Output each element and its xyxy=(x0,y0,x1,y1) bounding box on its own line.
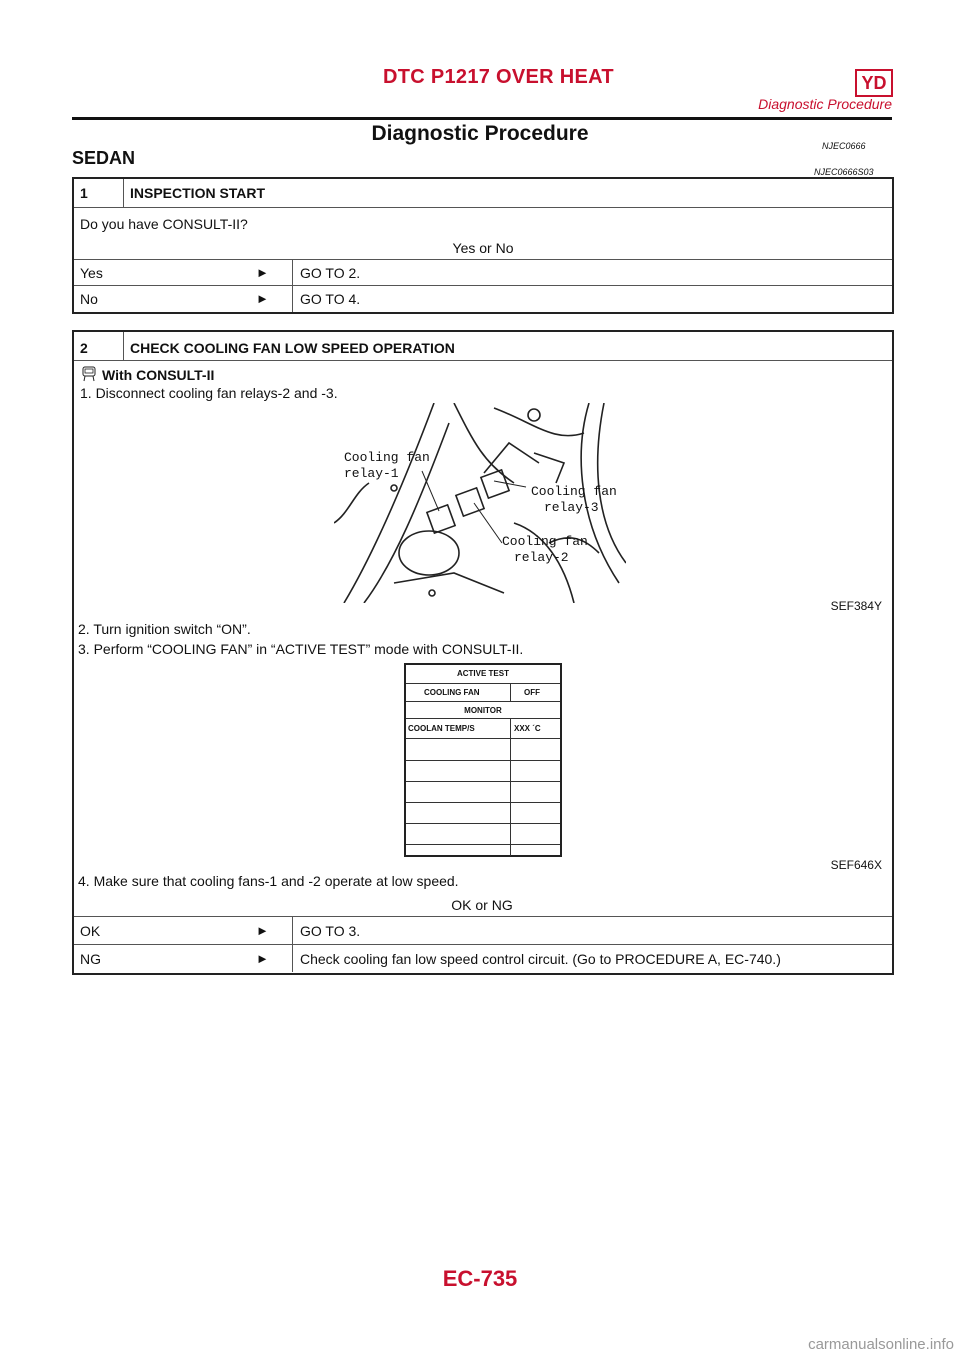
step-2-number: 2 xyxy=(80,340,88,356)
instruction-2: 2. Turn ignition switch “ON”. xyxy=(78,621,251,637)
active-test-title: ACTIVE TEST xyxy=(456,669,509,678)
instruction-4: 4. Make sure that cooling fans-1 and -2 operate at low speed. xyxy=(78,873,459,889)
relay-2-label-line1: Cooling fan xyxy=(502,534,588,549)
step-2-result-ng xyxy=(74,944,892,972)
relay-3-label-line1: Cooling fan xyxy=(531,484,617,499)
cell-divider xyxy=(510,684,511,702)
step-1-divider xyxy=(123,179,124,207)
result-action: GO TO 4. xyxy=(300,291,361,307)
sensor-label: COOLAN TEMP/S xyxy=(408,724,475,733)
engine-badge: YD xyxy=(855,69,893,97)
section-code: NJEC0666 xyxy=(822,141,866,151)
instruction-1: 1. Disconnect cooling fan relays-2 and -3. xyxy=(80,385,338,401)
step-2-result-ok xyxy=(74,916,892,945)
consult-icon xyxy=(80,366,98,385)
header-subtitle: Diagnostic Procedure xyxy=(758,96,892,112)
active-test-item: COOLING FAN xyxy=(424,688,480,697)
active-test-item-row xyxy=(406,683,560,702)
instruction-3: 3. Perform “COOLING FAN” in “ACTIVE TEST” mode with CONSULT-II. xyxy=(78,641,524,657)
step-1-question: Do you have CONSULT-II? xyxy=(80,216,248,232)
cooling-fan-relay-figure xyxy=(334,403,626,603)
step-1-box xyxy=(72,177,894,314)
header-title: DTC P1217 OVER HEAT xyxy=(383,66,614,88)
step-1-title: INSPECTION START xyxy=(130,185,266,201)
subsection-code: NJEC0666S03 xyxy=(814,167,874,177)
subsection-title: SEDAN xyxy=(72,148,136,168)
sensor-value: XXX ´C xyxy=(514,724,541,733)
relay-1-label-line2: relay-1 xyxy=(344,466,399,481)
with-consult-label: With CONSULT-II xyxy=(102,367,215,383)
figure-2-caption: SEF646X xyxy=(830,858,882,872)
arrow-icon: ► xyxy=(256,923,269,938)
header-rule xyxy=(72,117,892,120)
step-2-title: CHECK COOLING FAN LOW SPEED OPERATION xyxy=(130,340,455,356)
relay-3-label-line2: relay-3 xyxy=(544,500,599,515)
figure-1-caption: SEF384Y xyxy=(830,599,882,613)
step-1-question-row xyxy=(74,207,892,262)
active-test-screen xyxy=(404,663,562,857)
arrow-icon: ► xyxy=(256,291,269,306)
sensor-row xyxy=(406,718,560,739)
step-1-number: 1 xyxy=(80,185,88,201)
result-action: Check cooling fan low speed control circuit. (Go to PROCEDURE A, EC-740.) xyxy=(300,951,781,967)
result-divider xyxy=(292,286,293,312)
active-test-item-value: OFF xyxy=(524,688,540,697)
result-label: OK xyxy=(80,923,101,939)
monitor-label: MONITOR xyxy=(464,706,502,715)
result-label: No xyxy=(80,291,98,307)
result-action: GO TO 3. xyxy=(300,923,361,939)
step-2-options-label: OK or NG xyxy=(451,897,513,913)
section-title: Diagnostic Procedure xyxy=(371,122,589,145)
empty-row xyxy=(406,738,560,761)
relay-1-label-line1: Cooling fan xyxy=(344,450,430,465)
monitor-row xyxy=(406,701,560,719)
result-action: GO TO 2. xyxy=(300,265,361,281)
empty-row xyxy=(406,760,560,782)
result-label: Yes xyxy=(80,265,103,281)
watermark: carmanualsonline.info xyxy=(808,1336,954,1353)
empty-row xyxy=(406,844,560,856)
result-divider xyxy=(292,945,293,972)
empty-row xyxy=(406,802,560,824)
step-1-result-yes xyxy=(74,259,892,286)
empty-row xyxy=(406,823,560,845)
arrow-icon: ► xyxy=(256,951,269,966)
step-1-result-no xyxy=(74,285,892,312)
step-2-divider xyxy=(123,332,124,360)
arrow-icon: ► xyxy=(256,265,269,280)
step-1-options-label: Yes or No xyxy=(452,240,514,256)
result-divider xyxy=(292,917,293,945)
result-divider xyxy=(292,260,293,286)
relay-2-label-line2: relay-2 xyxy=(514,550,569,565)
result-label: NG xyxy=(80,951,101,967)
page-number: EC-735 xyxy=(442,1266,518,1291)
empty-row xyxy=(406,781,560,803)
